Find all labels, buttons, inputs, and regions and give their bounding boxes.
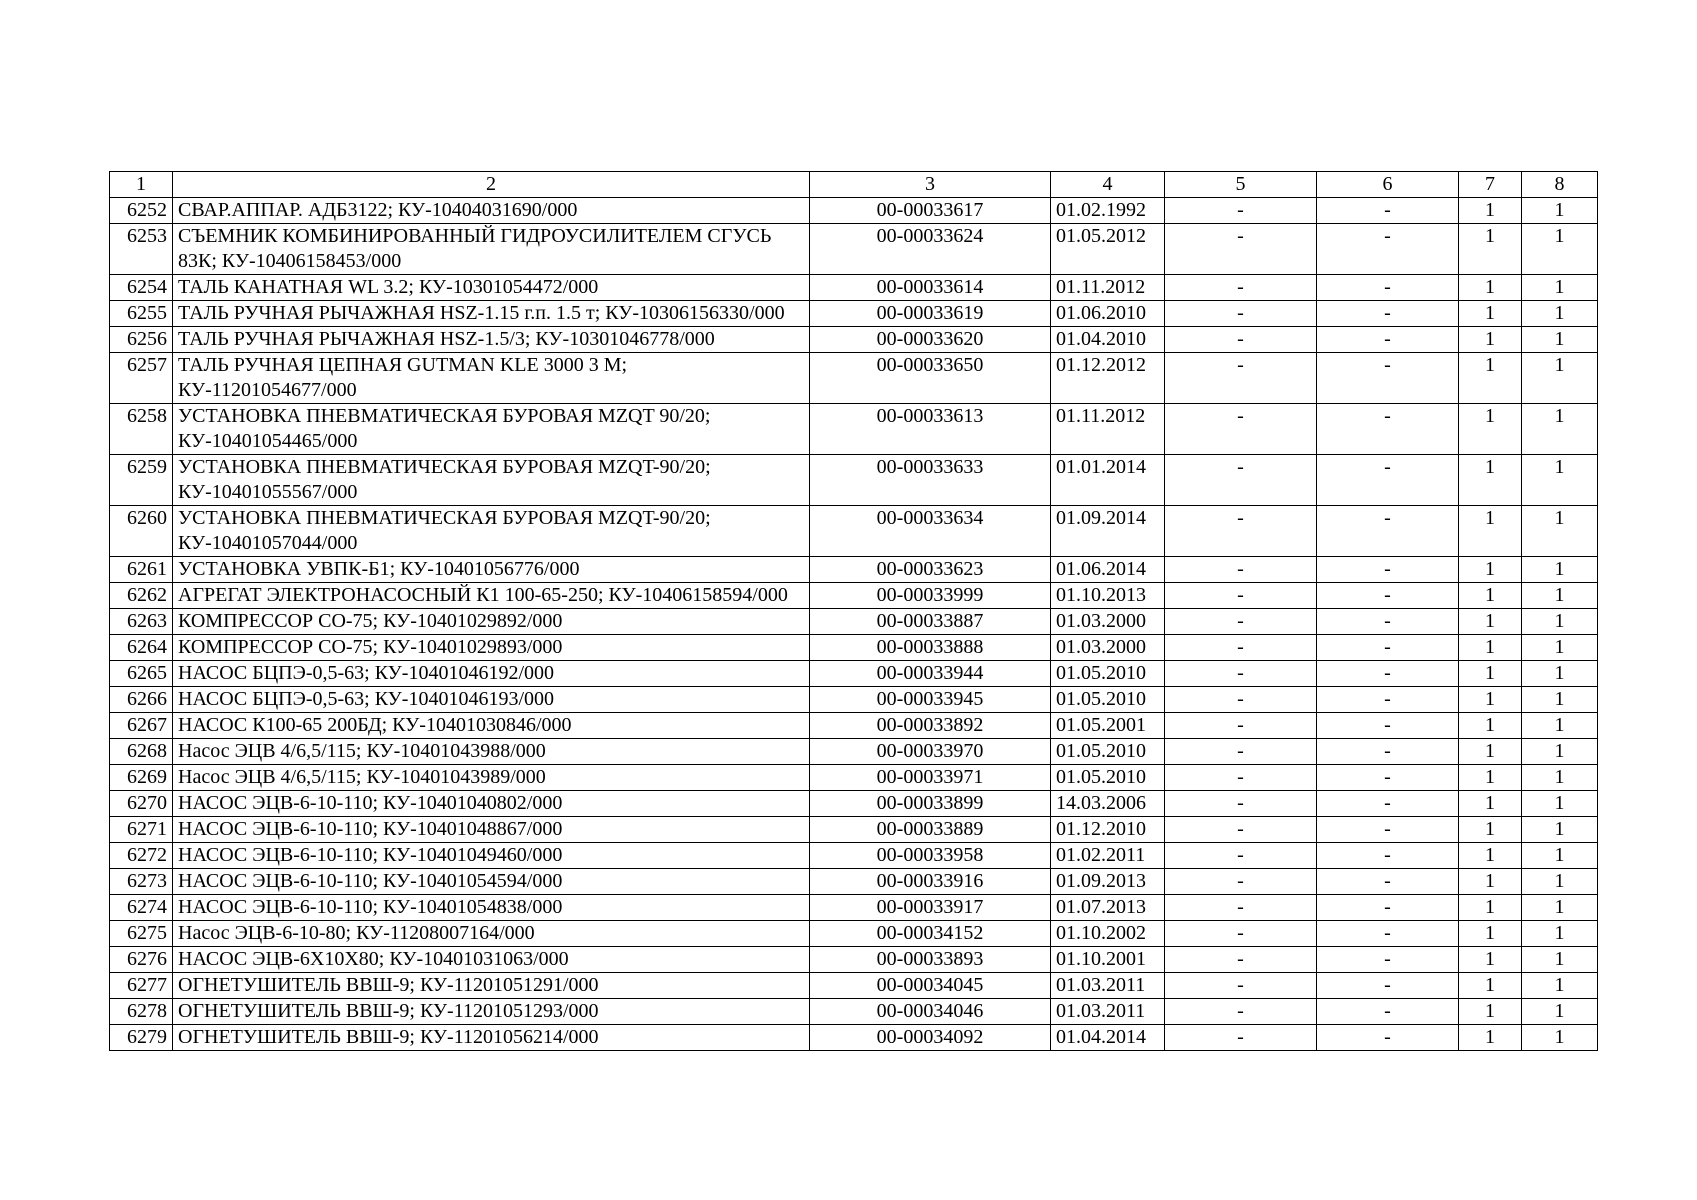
inventory-number: 00-00033971	[810, 765, 1051, 791]
column-5-value: -	[1165, 506, 1317, 557]
column-6-value: -	[1317, 301, 1459, 327]
column-8-value: 1	[1522, 635, 1598, 661]
date: 01.10.2002	[1051, 921, 1165, 947]
item-description: НАСОС БЦПЭ-0,5-63; КУ-10401046192/000	[173, 661, 810, 687]
date: 01.11.2012	[1051, 275, 1165, 301]
item-description: Насос ЭЦВ 4/6,5/115; КУ-10401043988/000	[173, 739, 810, 765]
table-row	[110, 506, 1598, 557]
item-description: ОГНЕТУШИТЕЛЬ ВВШ-9; КУ-11201051293/000	[173, 999, 810, 1025]
column-6-value: -	[1317, 687, 1459, 713]
table-row	[110, 999, 1598, 1025]
column-8-value: 1	[1522, 1025, 1598, 1051]
column-6-value: -	[1317, 557, 1459, 583]
date: 01.11.2012	[1051, 404, 1165, 455]
column-5-value: -	[1165, 817, 1317, 843]
column-8-value: 1	[1522, 713, 1598, 739]
column-7-value: 1	[1459, 999, 1522, 1025]
row-number: 6273	[110, 869, 173, 895]
column-header-1: 1	[110, 172, 173, 198]
table-row	[110, 404, 1598, 455]
column-7-value: 1	[1459, 275, 1522, 301]
date: 01.03.2000	[1051, 635, 1165, 661]
column-6-value: -	[1317, 353, 1459, 404]
column-8-value: 1	[1522, 557, 1598, 583]
column-7-value: 1	[1459, 817, 1522, 843]
table-row	[110, 973, 1598, 999]
table-row	[110, 224, 1598, 275]
column-7-value: 1	[1459, 635, 1522, 661]
item-description: НАСОС ЭЦВ-6-10-110; КУ-10401054594/000	[173, 869, 810, 895]
column-5-value: -	[1165, 224, 1317, 275]
date: 01.02.2011	[1051, 843, 1165, 869]
inventory-number: 00-00033899	[810, 791, 1051, 817]
inventory-number: 00-00033999	[810, 583, 1051, 609]
inventory-number: 00-00033945	[810, 687, 1051, 713]
date: 01.02.1992	[1051, 198, 1165, 224]
column-6-value: -	[1317, 1025, 1459, 1051]
column-5-value: -	[1165, 973, 1317, 999]
column-8-value: 1	[1522, 791, 1598, 817]
table-header	[110, 172, 1598, 198]
column-6-value: -	[1317, 713, 1459, 739]
column-7-value: 1	[1459, 947, 1522, 973]
table-row	[110, 609, 1598, 635]
date: 01.04.2014	[1051, 1025, 1165, 1051]
row-number: 6263	[110, 609, 173, 635]
column-5-value: -	[1165, 739, 1317, 765]
column-6-value: -	[1317, 275, 1459, 301]
table-row	[110, 301, 1598, 327]
column-6-value: -	[1317, 869, 1459, 895]
column-7-value: 1	[1459, 404, 1522, 455]
column-7-value: 1	[1459, 583, 1522, 609]
table-row	[110, 921, 1598, 947]
row-number: 6252	[110, 198, 173, 224]
column-8-value: 1	[1522, 198, 1598, 224]
row-number: 6256	[110, 327, 173, 353]
row-number: 6278	[110, 999, 173, 1025]
column-8-value: 1	[1522, 609, 1598, 635]
column-7-value: 1	[1459, 224, 1522, 275]
item-description: НАСОС ЭЦВ-6-10-110; КУ-10401054838/000	[173, 895, 810, 921]
item-description: ТАЛЬ РУЧНАЯ РЫЧАЖНАЯ HSZ-1.5/3; КУ-10301046778/000	[173, 327, 810, 353]
column-5-value: -	[1165, 609, 1317, 635]
date: 01.03.2011	[1051, 999, 1165, 1025]
table-row	[110, 635, 1598, 661]
column-7-value: 1	[1459, 713, 1522, 739]
column-header-5: 5	[1165, 172, 1317, 198]
column-8-value: 1	[1522, 947, 1598, 973]
column-6-value: -	[1317, 455, 1459, 506]
date: 01.05.2012	[1051, 224, 1165, 275]
table-row	[110, 817, 1598, 843]
table-row	[110, 739, 1598, 765]
column-5-value: -	[1165, 557, 1317, 583]
item-description: СЪЕМНИК КОМБИНИРОВАННЫЙ ГИДРОУСИЛИТЕЛЕМ СГУСЬ 83К; КУ-10406158453/000	[173, 224, 810, 275]
inventory-number: 00-00033917	[810, 895, 1051, 921]
column-5-value: -	[1165, 353, 1317, 404]
row-number: 6259	[110, 455, 173, 506]
item-description: Насос ЭЦВ 4/6,5/115; КУ-10401043989/000	[173, 765, 810, 791]
column-6-value: -	[1317, 404, 1459, 455]
row-number: 6262	[110, 583, 173, 609]
date: 01.05.2010	[1051, 765, 1165, 791]
column-6-value: -	[1317, 224, 1459, 275]
date: 01.05.2010	[1051, 739, 1165, 765]
inventory-number: 00-00033634	[810, 506, 1051, 557]
column-header-2: 2	[173, 172, 810, 198]
table-row	[110, 765, 1598, 791]
date: 01.12.2012	[1051, 353, 1165, 404]
row-number: 6277	[110, 973, 173, 999]
date: 01.05.2010	[1051, 661, 1165, 687]
row-number: 6272	[110, 843, 173, 869]
inventory-number: 00-00033892	[810, 713, 1051, 739]
item-description: КОМПРЕССОР СО-75; КУ-10401029892/000	[173, 609, 810, 635]
row-number: 6270	[110, 791, 173, 817]
row-number: 6253	[110, 224, 173, 275]
row-number: 6267	[110, 713, 173, 739]
table-row	[110, 353, 1598, 404]
column-6-value: -	[1317, 817, 1459, 843]
table-row	[110, 791, 1598, 817]
item-description: УСТАНОВКА УВПК-Б1; КУ-10401056776/000	[173, 557, 810, 583]
column-6-value: -	[1317, 635, 1459, 661]
inventory-table	[109, 171, 1598, 1051]
inventory-number: 00-00034092	[810, 1025, 1051, 1051]
table-row	[110, 661, 1598, 687]
column-8-value: 1	[1522, 327, 1598, 353]
header-row	[110, 172, 1598, 198]
column-header-4: 4	[1051, 172, 1165, 198]
row-number: 6279	[110, 1025, 173, 1051]
row-number: 6271	[110, 817, 173, 843]
column-7-value: 1	[1459, 557, 1522, 583]
table-row	[110, 583, 1598, 609]
inventory-number: 00-00033633	[810, 455, 1051, 506]
inventory-number: 00-00033620	[810, 327, 1051, 353]
column-7-value: 1	[1459, 327, 1522, 353]
column-8-value: 1	[1522, 583, 1598, 609]
item-description: КОМПРЕССОР СО-75; КУ-10401029893/000	[173, 635, 810, 661]
column-5-value: -	[1165, 327, 1317, 353]
column-7-value: 1	[1459, 609, 1522, 635]
column-8-value: 1	[1522, 765, 1598, 791]
date: 01.12.2010	[1051, 817, 1165, 843]
column-6-value: -	[1317, 947, 1459, 973]
row-number: 6269	[110, 765, 173, 791]
item-description: ОГНЕТУШИТЕЛЬ ВВШ-9; КУ-11201051291/000	[173, 973, 810, 999]
column-7-value: 1	[1459, 198, 1522, 224]
item-description: ТАЛЬ РУЧНАЯ ЦЕПНАЯ GUTMAN KLE 3000 3 М; КУ-11201054677/000	[173, 353, 810, 404]
table-row	[110, 557, 1598, 583]
column-8-value: 1	[1522, 224, 1598, 275]
column-8-value: 1	[1522, 739, 1598, 765]
column-7-value: 1	[1459, 765, 1522, 791]
column-8-value: 1	[1522, 404, 1598, 455]
column-8-value: 1	[1522, 455, 1598, 506]
inventory-number: 00-00033958	[810, 843, 1051, 869]
column-7-value: 1	[1459, 506, 1522, 557]
inventory-number: 00-00033916	[810, 869, 1051, 895]
table-row	[110, 869, 1598, 895]
item-description: Насос ЭЦВ-6-10-80; КУ-11208007164/000	[173, 921, 810, 947]
date: 14.03.2006	[1051, 791, 1165, 817]
date: 01.05.2001	[1051, 713, 1165, 739]
row-number: 6260	[110, 506, 173, 557]
item-description: АГРЕГАТ ЭЛЕКТРОНАСОСНЫЙ К1 100-65-250; КУ-10406158594/000	[173, 583, 810, 609]
table-row	[110, 327, 1598, 353]
date: 01.05.2010	[1051, 687, 1165, 713]
column-6-value: -	[1317, 765, 1459, 791]
column-8-value: 1	[1522, 506, 1598, 557]
table-row	[110, 455, 1598, 506]
item-description: НАСОС ЭЦВ-6Х10Х80; КУ-10401031063/000	[173, 947, 810, 973]
column-5-value: -	[1165, 301, 1317, 327]
row-number: 6274	[110, 895, 173, 921]
item-description: ОГНЕТУШИТЕЛЬ ВВШ-9; КУ-11201056214/000	[173, 1025, 810, 1051]
column-5-value: -	[1165, 404, 1317, 455]
column-6-value: -	[1317, 327, 1459, 353]
column-5-value: -	[1165, 869, 1317, 895]
date: 01.04.2010	[1051, 327, 1165, 353]
column-8-value: 1	[1522, 301, 1598, 327]
column-7-value: 1	[1459, 895, 1522, 921]
column-6-value: -	[1317, 198, 1459, 224]
column-8-value: 1	[1522, 661, 1598, 687]
date: 01.03.2000	[1051, 609, 1165, 635]
column-6-value: -	[1317, 506, 1459, 557]
inventory-number: 00-00033887	[810, 609, 1051, 635]
column-7-value: 1	[1459, 921, 1522, 947]
column-5-value: -	[1165, 661, 1317, 687]
item-description: НАСОС ЭЦВ-6-10-110; КУ-10401048867/000	[173, 817, 810, 843]
column-8-value: 1	[1522, 687, 1598, 713]
row-number: 6275	[110, 921, 173, 947]
table-body	[110, 198, 1598, 1051]
table-row	[110, 687, 1598, 713]
date: 01.06.2014	[1051, 557, 1165, 583]
item-description: УСТАНОВКА ПНЕВМАТИЧЕСКАЯ БУРОВАЯ MZQT-90/20; КУ-10401057044/000	[173, 506, 810, 557]
column-5-value: -	[1165, 635, 1317, 661]
row-number: 6257	[110, 353, 173, 404]
inventory-number: 00-00034046	[810, 999, 1051, 1025]
column-6-value: -	[1317, 583, 1459, 609]
item-description: УСТАНОВКА ПНЕВМАТИЧЕСКАЯ БУРОВАЯ MZQT-90/20; КУ-10401055567/000	[173, 455, 810, 506]
column-7-value: 1	[1459, 973, 1522, 999]
column-5-value: -	[1165, 1025, 1317, 1051]
inventory-number: 00-00033617	[810, 198, 1051, 224]
inventory-number: 00-00034152	[810, 921, 1051, 947]
column-5-value: -	[1165, 895, 1317, 921]
row-number: 6258	[110, 404, 173, 455]
column-5-value: -	[1165, 791, 1317, 817]
table-row	[110, 198, 1598, 224]
row-number: 6261	[110, 557, 173, 583]
column-8-value: 1	[1522, 353, 1598, 404]
column-8-value: 1	[1522, 895, 1598, 921]
table-row	[110, 1025, 1598, 1051]
inventory-number: 00-00033624	[810, 224, 1051, 275]
item-description: ТАЛЬ РУЧНАЯ РЫЧАЖНАЯ HSZ-1.15 г.п. 1.5 т; КУ-10306156330/000	[173, 301, 810, 327]
column-8-value: 1	[1522, 275, 1598, 301]
inventory-number: 00-00033970	[810, 739, 1051, 765]
column-header-6: 6	[1317, 172, 1459, 198]
date: 01.09.2014	[1051, 506, 1165, 557]
date: 01.06.2010	[1051, 301, 1165, 327]
column-7-value: 1	[1459, 353, 1522, 404]
column-8-value: 1	[1522, 869, 1598, 895]
column-7-value: 1	[1459, 661, 1522, 687]
column-5-value: -	[1165, 455, 1317, 506]
column-7-value: 1	[1459, 843, 1522, 869]
column-6-value: -	[1317, 661, 1459, 687]
date: 01.01.2014	[1051, 455, 1165, 506]
row-number: 6264	[110, 635, 173, 661]
column-header-8: 8	[1522, 172, 1598, 198]
column-7-value: 1	[1459, 687, 1522, 713]
inventory-number: 00-00033888	[810, 635, 1051, 661]
column-6-value: -	[1317, 843, 1459, 869]
column-8-value: 1	[1522, 999, 1598, 1025]
column-7-value: 1	[1459, 1025, 1522, 1051]
column-6-value: -	[1317, 921, 1459, 947]
date: 01.03.2011	[1051, 973, 1165, 999]
inventory-number: 00-00033623	[810, 557, 1051, 583]
inventory-number: 00-00033614	[810, 275, 1051, 301]
inventory-number: 00-00033889	[810, 817, 1051, 843]
inventory-number: 00-00033944	[810, 661, 1051, 687]
row-number: 6254	[110, 275, 173, 301]
column-header-7: 7	[1459, 172, 1522, 198]
item-description: НАСОС БЦПЭ-0,5-63; КУ-10401046193/000	[173, 687, 810, 713]
item-description: НАСОС К100-65 200БД; КУ-10401030846/000	[173, 713, 810, 739]
table-row	[110, 713, 1598, 739]
column-8-value: 1	[1522, 921, 1598, 947]
item-description: НАСОС ЭЦВ-6-10-110; КУ-10401040802/000	[173, 791, 810, 817]
inventory-number: 00-00034045	[810, 973, 1051, 999]
column-5-value: -	[1165, 583, 1317, 609]
item-description: НАСОС ЭЦВ-6-10-110; КУ-10401049460/000	[173, 843, 810, 869]
column-7-value: 1	[1459, 791, 1522, 817]
column-5-value: -	[1165, 921, 1317, 947]
row-number: 6268	[110, 739, 173, 765]
column-6-value: -	[1317, 895, 1459, 921]
column-5-value: -	[1165, 765, 1317, 791]
column-6-value: -	[1317, 609, 1459, 635]
date: 01.10.2001	[1051, 947, 1165, 973]
column-5-value: -	[1165, 198, 1317, 224]
row-number: 6265	[110, 661, 173, 687]
column-6-value: -	[1317, 791, 1459, 817]
column-5-value: -	[1165, 687, 1317, 713]
column-6-value: -	[1317, 999, 1459, 1025]
column-7-value: 1	[1459, 739, 1522, 765]
column-5-value: -	[1165, 999, 1317, 1025]
item-description: ТАЛЬ КАНАТНАЯ WL 3.2; КУ-10301054472/000	[173, 275, 810, 301]
column-8-value: 1	[1522, 843, 1598, 869]
column-5-value: -	[1165, 947, 1317, 973]
column-7-value: 1	[1459, 869, 1522, 895]
table-row	[110, 275, 1598, 301]
column-8-value: 1	[1522, 973, 1598, 999]
table-row	[110, 895, 1598, 921]
column-header-3: 3	[810, 172, 1051, 198]
date: 01.09.2013	[1051, 869, 1165, 895]
item-description: УСТАНОВКА ПНЕВМАТИЧЕСКАЯ БУРОВАЯ MZQT 90/20; КУ-10401054465/000	[173, 404, 810, 455]
table-row	[110, 947, 1598, 973]
column-6-value: -	[1317, 739, 1459, 765]
row-number: 6266	[110, 687, 173, 713]
inventory-number: 00-00033619	[810, 301, 1051, 327]
row-number: 6255	[110, 301, 173, 327]
column-7-value: 1	[1459, 301, 1522, 327]
date: 01.07.2013	[1051, 895, 1165, 921]
column-8-value: 1	[1522, 817, 1598, 843]
column-7-value: 1	[1459, 455, 1522, 506]
date: 01.10.2013	[1051, 583, 1165, 609]
table-row	[110, 843, 1598, 869]
item-description: СВАР.АППАР. АДБ3122; КУ-10404031690/000	[173, 198, 810, 224]
inventory-number: 00-00033893	[810, 947, 1051, 973]
column-5-value: -	[1165, 713, 1317, 739]
inventory-number: 00-00033650	[810, 353, 1051, 404]
row-number: 6276	[110, 947, 173, 973]
column-6-value: -	[1317, 973, 1459, 999]
column-5-value: -	[1165, 275, 1317, 301]
column-5-value: -	[1165, 843, 1317, 869]
inventory-number: 00-00033613	[810, 404, 1051, 455]
